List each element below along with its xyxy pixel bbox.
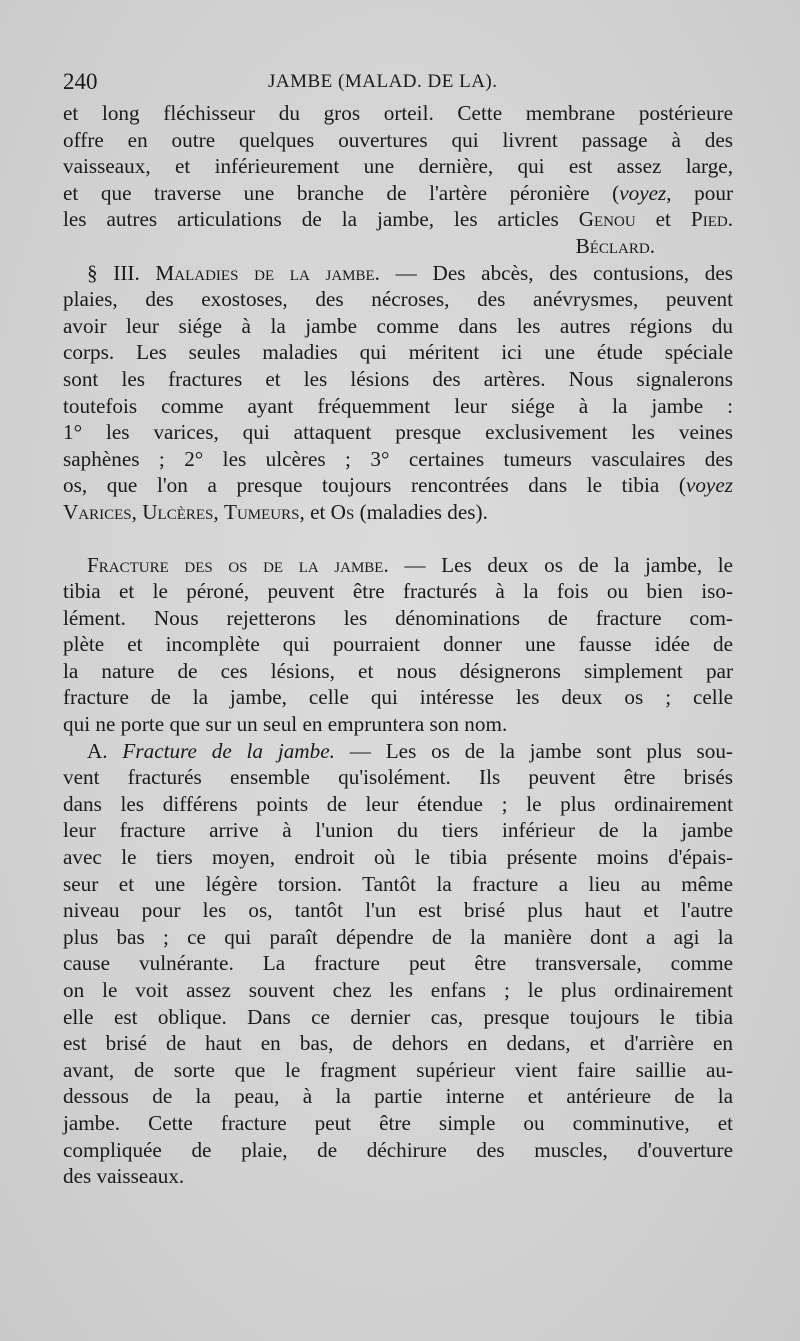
page-header bbox=[63, 66, 730, 98]
text-line: dessous de la peau, à la partie interne et antérieure de la bbox=[63, 1084, 733, 1109]
text-line: A. Fracture de la jambe. — Les os de la jambe sont plus sou- bbox=[87, 738, 733, 763]
paragraph-fracture-jambe bbox=[63, 738, 733, 1190]
text-line: dans les différens points de leur étendue ; le plus ordinairement bbox=[63, 791, 733, 816]
author-signature: Béclard. bbox=[575, 233, 655, 258]
subsection-heading: Fracture de la jambe. bbox=[122, 738, 335, 763]
paragraph-articulations bbox=[63, 100, 733, 260]
text-line: toutefois comme ayant fréquemment leur siége à la jambe : bbox=[63, 393, 733, 418]
text-line: avoir leur siége à la jambe comme dans les autres régions du bbox=[63, 313, 733, 338]
text-line: la nature de ces lésions, et nous désignerons simplement par bbox=[63, 658, 733, 683]
paragraph-spacer bbox=[63, 526, 733, 552]
text-line: et long fléchisseur du gros orteil. Cette membrane postérieure bbox=[63, 101, 733, 125]
page-number: 240 bbox=[63, 69, 98, 94]
text-line: Varices, Ulcères, Tumeurs, et Os (maladies des). bbox=[63, 499, 488, 524]
text-line: leur fracture arrive à l'union du tiers inférieur de la jambe bbox=[63, 818, 733, 843]
text-line: plus bas ; ce qui paraît dépendre de la manière dont a agi la bbox=[63, 924, 733, 949]
cross-reference: Pied bbox=[690, 207, 728, 232]
text-line: plaies, des exostoses, des nécroses, des anévrysmes, peuvent bbox=[63, 287, 733, 312]
cross-reference: Os bbox=[330, 499, 355, 524]
text-line: fracture de la jambe, celle qui intéresse les deux os ; celle bbox=[63, 685, 733, 710]
text-line: offre en outre quelques ouvertures qui livrent passage à des bbox=[63, 127, 733, 152]
text-line: est brisé de haut en bas, de dehors en dedans, et d'arrière en bbox=[63, 1031, 733, 1056]
cross-reference: Varices bbox=[63, 499, 132, 524]
text-line: seur et une légère torsion. Tantôt la fracture a lieu au même bbox=[63, 871, 733, 896]
section-heading: Fracture des os de la jambe. bbox=[87, 552, 389, 577]
text-line: des vaisseaux. bbox=[63, 1164, 185, 1189]
text-line: os, que l'on a presque toujours rencontrées dans le tibia (voyez bbox=[63, 473, 733, 498]
text-line: on le voit assez souvent chez les enfans ; le plus ordinairement bbox=[63, 978, 733, 1002]
paragraph-fracture-os bbox=[63, 552, 733, 738]
text-line: corps. Les seules maladies qui méritent ici une étude spéciale bbox=[63, 340, 733, 365]
text-line: vent fracturés ensemble qu'isolément. Ils peuvent être brisés bbox=[63, 765, 733, 790]
running-head: JAMBE (MALAD. DE LA). bbox=[268, 71, 498, 92]
text-line: lément. Nous rejetterons les dénominations de fracture com- bbox=[63, 605, 733, 630]
text-line: cause vulnérante. La fracture peut être transversale, comme bbox=[63, 951, 733, 976]
text-line: et que traverse une branche de l'artère péronière (voyez, pour bbox=[63, 180, 734, 205]
cross-reference: Tumeurs bbox=[224, 499, 300, 524]
text-line: plète et incomplète qui pourraient donner une fausse idée de bbox=[63, 632, 733, 657]
text-line: tibia et le péroné, peuvent être fracturés à la fois ou bien iso- bbox=[63, 579, 733, 604]
text-line: saphènes ; 2° les ulcères ; 3° certaines tumeurs vasculaires des bbox=[63, 446, 733, 471]
section-heading: § III. Maladies de la jambe. bbox=[87, 260, 380, 285]
text-line: avant, de sorte que le fragment supérieur vient faire saillie au- bbox=[63, 1057, 733, 1082]
text-line: sont les fractures et les lésions des artères. Nous signalerons bbox=[63, 366, 733, 391]
text-line: jambe. Cette fracture peut être simple ou comminutive, et bbox=[63, 1110, 733, 1135]
text-line: niveau pour les os, tantôt l'un est brisé plus haut et l'autre bbox=[63, 898, 733, 923]
text-line: § III. Maladies de la jambe. — Des abcès, des contusions, des bbox=[87, 260, 733, 285]
page-body bbox=[63, 100, 733, 1190]
text-line: avec le tiers moyen, endroit où le tibia présente moins d'épais- bbox=[63, 845, 733, 870]
paragraph-maladies bbox=[63, 260, 733, 526]
text-line: Fracture des os de la jambe. — Les deux os de la jambe, le bbox=[87, 552, 734, 577]
text-line: qui ne porte que sur un seul en empruntera son nom. bbox=[63, 712, 508, 737]
cross-reference: Genou bbox=[578, 207, 636, 232]
text-line: 1° les varices, qui attaquent presque exclusivement les veines bbox=[63, 420, 733, 445]
text-line: vaisseaux, et inférieurement une dernière, qui est assez large, bbox=[63, 154, 733, 179]
text-line: les autres articulations de la jambe, les articles Genou et Pied. bbox=[63, 207, 733, 232]
text-line: compliquée de plaie, de déchirure des muscles, d'ouverture bbox=[63, 1137, 733, 1162]
text-line: elle est oblique. Dans ce dernier cas, presque toujours le tibia bbox=[63, 1004, 733, 1029]
cross-reference: Ulcères bbox=[142, 499, 214, 524]
